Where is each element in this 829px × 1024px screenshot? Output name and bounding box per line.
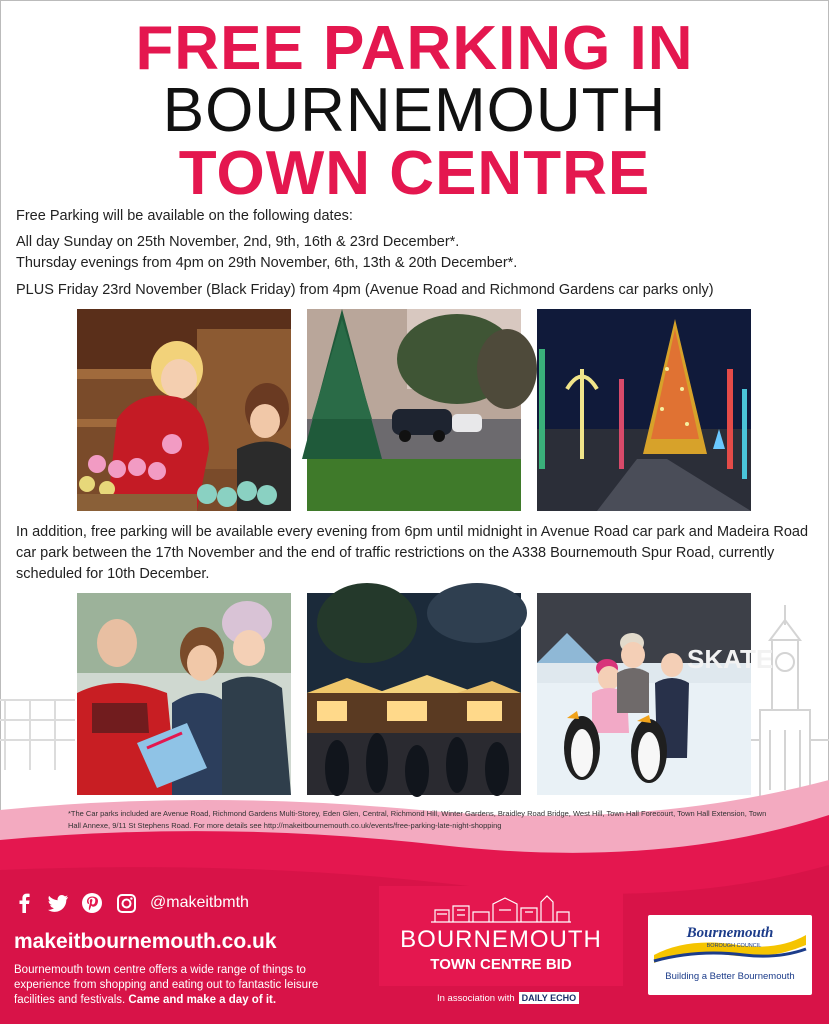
skyline-icon: [429, 892, 573, 924]
intro-lead: Free Parking will be available on the following dates:: [16, 208, 353, 224]
footer-blurb: [14, 963, 354, 1008]
social-handle[interactable]: @makeitbmth: [150, 894, 249, 911]
daily-echo-logo: DAILY ECHO: [519, 992, 580, 1004]
visitors-with-map-photo: [77, 593, 291, 795]
ice-skating-photo: [537, 593, 774, 795]
council-tagline: Building a Better Bournemouth: [665, 971, 795, 982]
footer-blurb-cta: Came and make a day of it.: [128, 994, 277, 1006]
christmas-market-photo: [307, 593, 521, 795]
footer-blurb-text: Bournemouth town centre offers a wide range of things to experience from shopping and eating out to fantastic leisure facilities and festivals.: [14, 964, 319, 1006]
pinterest-icon[interactable]: [82, 893, 102, 913]
association-text: In association with: [437, 992, 515, 1004]
bid-subtitle: TOWN CENTRE BID: [430, 956, 572, 973]
headline-line-3: TOWN CENTRE: [178, 139, 651, 208]
illuminated-tree-photo: [537, 309, 751, 511]
facebook-icon[interactable]: [14, 893, 34, 913]
bid-name: BOURNEMOUTH: [400, 926, 602, 953]
instagram-icon[interactable]: [116, 893, 136, 913]
car-parks-footnote: *The Car parks included are Avenue Road, Richmond Gardens Multi-Storey, Eden Glen, Central, Richmond Hill, Winter Gardens, Braidley Road Bridge, West Hill, Town Hall Forecourt, Town Hall Extension, Town Hall Annexe, 9/11 St Stephens Road. For more details see http://makeitbournemouth.co.uk/events/free-parking-late-night-shopping: [68, 809, 767, 830]
skate-sign: SKATE: [687, 644, 774, 674]
building-sketch-left-icon: [0, 680, 80, 770]
council-sub: BOROUGH COUNCIL: [706, 943, 762, 949]
website-link[interactable]: makeitbournemouth.co.uk: [14, 930, 277, 953]
addition-paragraph: In addition, free parking will be available every evening from 6pm until midnight in Avenue Road car park and Madeira Road car park between the 17th November and the end of traffic restrictions on the A338 Bournemouth Spur Road, currently scheduled for 10th December.: [16, 524, 809, 582]
headline-line-2: BOURNEMOUTH: [162, 76, 667, 145]
headline-line-1: FREE PARKING IN: [135, 14, 694, 83]
intro-sundays: All day Sunday on 25th November, 2nd, 9th, 16th & 23rd December*.: [16, 234, 460, 250]
intro-black-friday: PLUS Friday 23rd November (Black Friday) from 4pm (Avenue Road and Richmond Gardens car parks only): [16, 282, 714, 298]
park-christmas-tree-photo: [307, 309, 521, 511]
borough-council-logo: [648, 915, 812, 995]
shopping-photo: [77, 309, 291, 511]
social-links: [14, 893, 249, 913]
association-line: [437, 992, 579, 1004]
council-name: Bournemouth: [686, 925, 774, 941]
twitter-icon[interactable]: [48, 893, 68, 913]
intro-thursdays: Thursday evenings from 4pm on 29th November, 6th, 13th & 20th December*.: [16, 255, 518, 271]
town-centre-bid-logo: [379, 886, 623, 986]
council-wordmark: [648, 915, 812, 971]
